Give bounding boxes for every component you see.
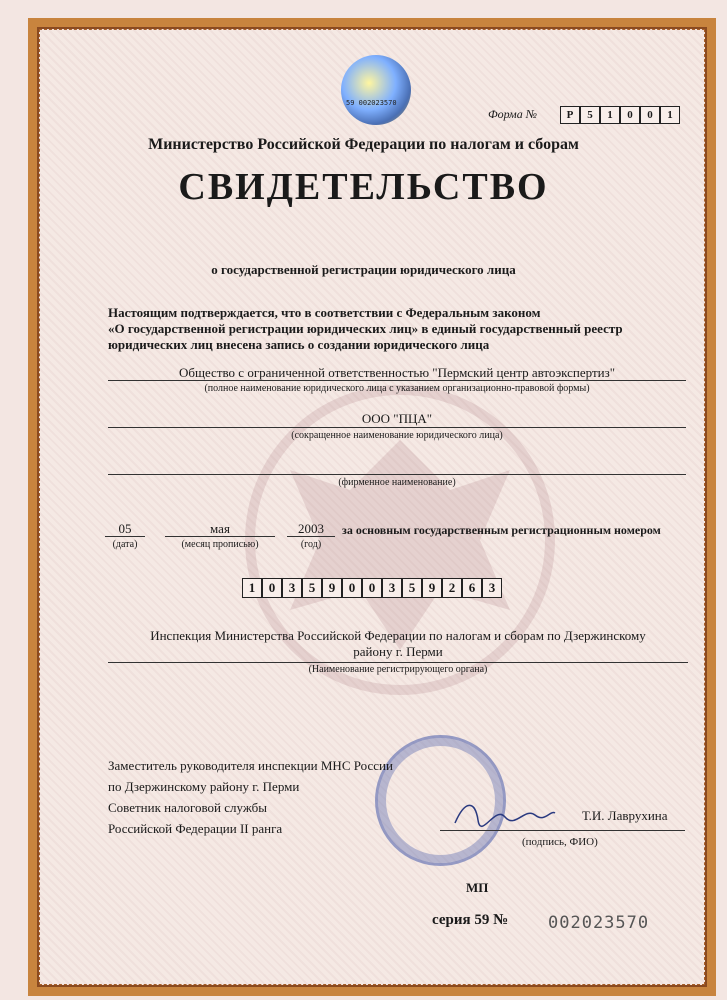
authority-line: Инспекция Министерства Российской Федерации по налогам и сборам по Дзержинскому [150,628,646,643]
signer-block [108,755,393,839]
ogrn-digit: 5 [302,578,322,598]
signer-name: Т.И. Лаврухина [582,808,668,823]
registering-authority [108,628,688,660]
document-subtitle: о государственной регистрации юридического лица [211,262,516,277]
ogrn-digit: 6 [462,578,482,598]
statement-line: юридических лиц внесена запись о создании юридического лица [108,337,490,352]
date-year: 2003 [298,521,324,536]
date-day-hint: (дата) [112,539,138,550]
ogrn-digit: 3 [482,578,502,598]
brand-name-hint: (фирменное наименование) [338,477,456,488]
ogrn-digit: 9 [422,578,442,598]
full-name-value: Общество с ограниченной ответственностью "Пермский центр автоэкспертиз" [178,365,616,380]
short-name-value: ООО "ПЦА" [361,411,433,426]
date-month: мая [210,521,230,536]
ogrn-digit: 9 [322,578,342,598]
form-code-char: Р [560,106,580,124]
registration-number-label: за основным государственным регистрационным номером [342,523,661,537]
date-month-hint: (месяц прописью) [181,539,259,550]
statement-paragraph [108,305,686,353]
signature-hint: (подпись, ФИО) [522,836,598,848]
full-name-line [108,380,686,381]
signer-line: Советник налоговой службы [108,800,268,815]
form-code-char: 0 [620,106,640,124]
statement-line: «О государственной регистрации юридических лиц» в единый государственный реестр [108,321,623,336]
form-code-char: 1 [660,106,680,124]
signature-line [440,830,685,831]
serial-number: 002023570 [548,913,650,933]
signer-line: Российской Федерации II ранга [108,821,283,836]
date-day: 05 [118,521,132,536]
serial-label: серия 59 № [432,912,509,928]
brand-name-line [108,474,686,475]
ogrn-boxes [242,578,502,598]
ogrn-digit: 3 [282,578,302,598]
form-label: Форма № [488,107,538,121]
date-year-line [287,536,335,537]
form-code-char: 1 [600,106,620,124]
ogrn-digit: 0 [342,578,362,598]
handwritten-signature [450,795,560,835]
ministry-name: Министерство Российской Федерации по налогам и сборам [148,136,579,153]
full-name-hint: (полное наименование юридического лица с указанием организационно-правовой формы) [204,383,590,394]
ogrn-digit: 2 [442,578,462,598]
hologram-number: 59 002023570 [346,99,397,107]
date-year-hint: (год) [300,539,322,550]
date-month-line [165,536,275,537]
form-code-char: 5 [580,106,600,124]
short-name-hint: (сокращенное наименование юридического лица) [291,430,503,441]
form-code [560,106,680,124]
ogrn-digit: 1 [242,578,262,598]
ogrn-digit: 0 [362,578,382,598]
authority-line: району г. Перми [353,644,443,659]
authority-line-rule [108,662,688,663]
short-name-line [108,427,686,428]
statement-line: Настоящим подтверждается, что в соответствии с Федеральным законом [108,305,541,320]
ogrn-digit: 5 [402,578,422,598]
document-title: СВИДЕТЕЛЬСТВО [178,166,549,208]
ogrn-digit: 0 [262,578,282,598]
stamp-mark: МП [466,880,489,895]
date-day-line [105,536,145,537]
authority-hint: (Наименование регистрирующего органа) [308,664,488,675]
hologram-seal [341,55,411,125]
signer-line: по Дзержинскому району г. Перми [108,779,300,794]
signer-line: Заместитель руководителя инспекции МНС России [108,758,393,773]
ogrn-digit: 3 [382,578,402,598]
form-code-char: 0 [640,106,660,124]
